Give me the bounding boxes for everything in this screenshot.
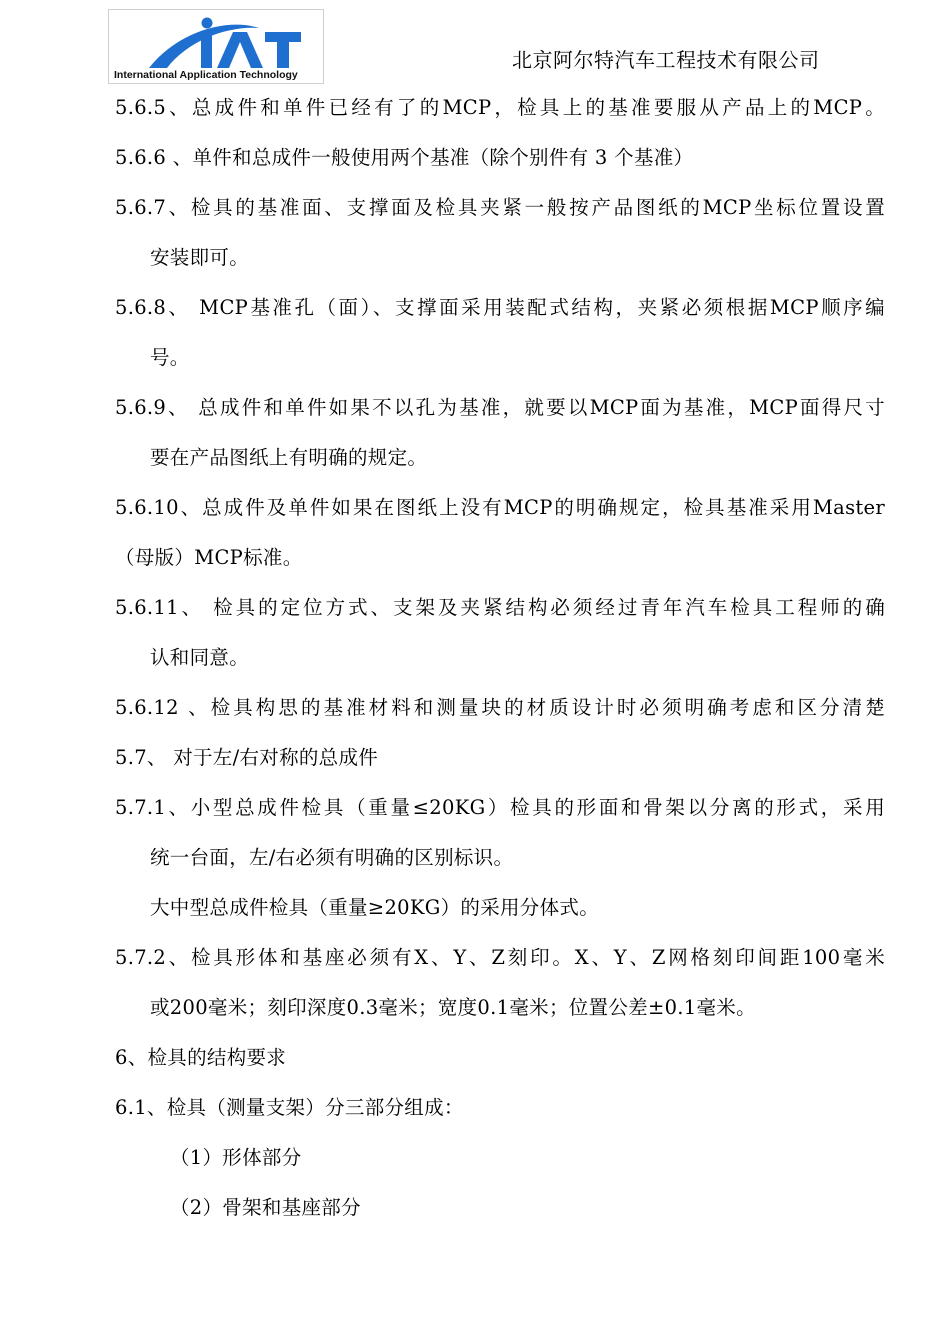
section-6: 6、检具的结构要求 (115, 1046, 287, 1069)
clause-5-7-1-note: 大中型总成件检具（重量≥20KG）的采用分体式。 (150, 896, 599, 919)
clause-5-6-8: 5.6.8、 MCP基准孔（面）、支撑面采用装配式结构，夹紧必须根据MCP顺序编 (115, 296, 885, 319)
iat-logo-icon (109, 10, 323, 83)
document-body (115, 92, 885, 1242)
section-5-7: 5.7、 对于左/右对称的总成件 (115, 746, 379, 769)
clause-6-1: 6.1、检具（测量支架）分三部分组成： (115, 1096, 464, 1119)
clause-5-6-9: 5.6.9、 总成件和单件如果不以孔为基准，就要以MCP面为基准，MCP面得尺寸 (115, 396, 885, 419)
clause-5-7-1-cont: 统一台面，左/右必须有明确的区别标识。 (150, 846, 514, 869)
page-header (0, 0, 950, 90)
clause-5-6-7-cont: 安装即可。 (150, 246, 250, 269)
clause-5-6-11-cont: 认和同意。 (150, 646, 250, 669)
company-name: 北京阿尔特汽车工程技术有限公司 (512, 48, 820, 72)
clause-5-6-7: 5.6.7、检具的基准面、支撑面及检具夹紧一般按产品图纸的MCP坐标位置设置 (115, 196, 885, 219)
list-item-1: （1）形体部分 (170, 1146, 302, 1169)
clause-5-6-8-cont: 号。 (150, 346, 190, 369)
list-item-2: （2）骨架和基座部分 (170, 1196, 361, 1219)
clause-5-6-6: 5.6.6 、单件和总成件一般使用两个基准（除个别件有 3 个基准） (115, 146, 694, 169)
clause-5-6-5: 5.6.5、总成件和单件已经有了的MCP，检具上的基准要服从产品上的MCP。 (115, 96, 885, 119)
clause-5-7-2: 5.7.2、检具形体和基座必须有X、Y、Z刻印。X、Y、Z网格刻印间距100毫米 (115, 946, 885, 969)
logo-tagline: International Application Technology (114, 69, 298, 81)
clause-5-7-1: 5.7.1、小型总成件检具（重量≤20KG）检具的形面和骨架以分离的形式，采用 (115, 796, 885, 819)
clause-5-6-10: 5.6.10、总成件及单件如果在图纸上没有MCP的明确规定，检具基准采用Master (115, 496, 885, 519)
clause-5-6-10-cont: （母版）MCP标准。 (115, 546, 303, 569)
clause-5-6-12: 5.6.12 、检具构思的基准材料和测量块的材质设计时必须明确考虑和区分清楚 (115, 696, 885, 719)
clause-5-6-9-cont: 要在产品图纸上有明确的规定。 (150, 446, 428, 469)
clause-5-7-2-cont: 或200毫米；刻印深度0.3毫米；宽度0.1毫米；位置公差±0.1毫米。 (150, 996, 756, 1019)
company-logo (108, 9, 324, 84)
clause-5-6-11: 5.6.11、 检具的定位方式、支架及夹紧结构必须经过青年汽车检具工程师的确 (115, 596, 885, 619)
